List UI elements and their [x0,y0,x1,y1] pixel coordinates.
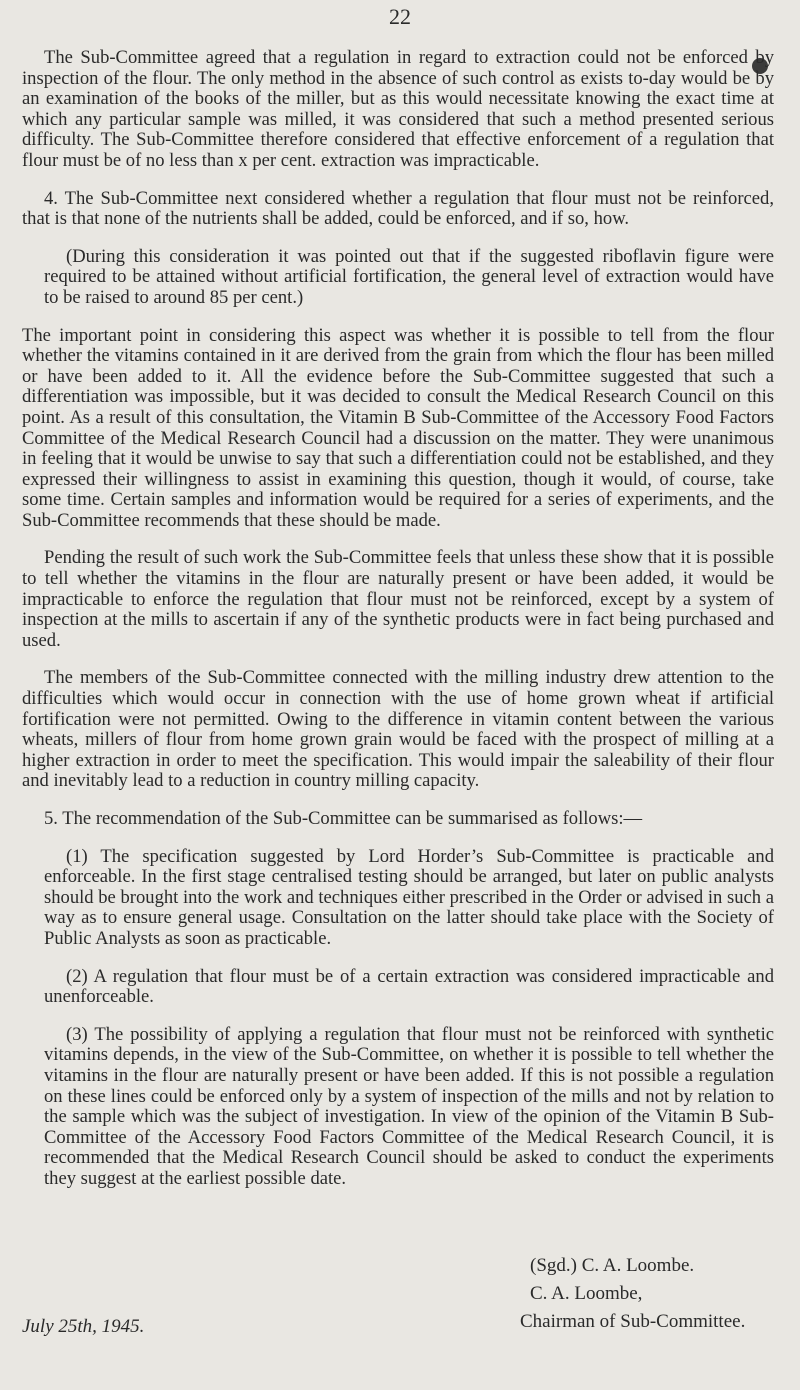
document-date: July 25th, 1945. [22,1316,145,1337]
paragraph-vitamin-differentiation: The important point in considering this aspect was whether it is possible to tell from the flour whether the vitamins contained in it are derived from the grain from which the flour has been milled or have been added to it. All the evidence before the Sub-Committee suggested that such a differentiation was impossible, but it was decided to consult the Medical Research Council on this point. As a result of this consultation, the Vitamin B Sub-Committee of the Accessory Food Factors Committee of the Medical Research Council had a discussion on the matter. They were unanimous in feeling that it would be unwise to say that such a differentiation could not be established, and they expressed their willingness to assist in examining this question, though it would, of course, take some time. Certain samples and information would be required for a series of experiments, and the Sub-Committee recommends that these should be made. [22,324,774,531]
page-number: 22 [389,4,411,29]
paragraph-4-reinforcement: 4. The Sub-Committee next considered whether a regulation that flour must not be reinforced, that is that none of the nutrients shall be added, could be enforced, and if so, how. [22,187,774,230]
signature-signed: (Sgd.) C. A. Loombe. [530,1255,695,1276]
paragraph-pending-result: Pending the result of such work the Sub-Committee feels that unless these show that it is possible to tell whether the vitamins in the flour are naturally present or have been added, it would be impracticable to enforce the regulation that flour must not be reinforced, except by a system of inspection at the mills to ascertain if any of the synthetic products were in fact being purchased and used. [22,547,774,651]
recommendation-3: (3) The possibility of applying a regulation that flour must not be reinforced with synthetic vitamins depends, in the view of the Sub-Committee, on whether it is possible to tell whether the vitamins in the flour are naturally present or have been added. If this is not possible a regulation on these lines could be enforced only by a system of inspection of the mills and not by relation to the sample which was the subject of investigation. In view of the opinion of the Vitamin B Sub-Committee of the Accessory Food Factors Committee of the Medical Research Council, it is recommended that the Medical Research Council should be asked to conduct the experiments they suggest at the earliest possible date. [44,1023,774,1189]
signature-name: C. A. Loombe, [530,1283,643,1304]
paragraph-milling-industry: The members of the Sub-Committee connected with the milling industry drew attention to the difficulties which would occur in connection with the use of home grown wheat if artificial fortification were not permitted. Owing to the difference in vitamin content between the various wheats, millers of flour from home grown grain would be faced with the prospect of milling at a higher extraction in order to meet the specification. This would impair the saleability of their flour and inevitably lead to a reduction in country milling capacity. [22,667,774,792]
document-body [22,48,774,1207]
paragraph-riboflavin-note: (During this consideration it was pointed out that if the suggested riboflavin figure were required to be attained without artificial fortification, the general level of extraction would have to be raised to around 85 per cent.) [44,245,774,308]
recommendation-2: (2) A regulation that flour must be of a certain extraction was considered impracticable and unenforceable. [44,965,774,1008]
recommendation-1: (1) The specification suggested by Lord Horder’s Sub-Committee is practicable and enforceable. In the first stage centralised testing should be arranged, but later on public analysts should be brought into the work and techniques either prescribed in the Order or advised in such a way as to ensure general usage. Consultation on the latter should take place with the Society of Public Analysts as soon as practicable. [44,845,774,949]
signature-block [520,1252,770,1336]
paragraph-5-summary: 5. The recommendation of the Sub-Committee can be summarised as follows:— [44,808,643,829]
signature-title: Chairman of Sub-Committee. [520,1311,746,1332]
paragraph-extraction-enforcement: The Sub-Committee agreed that a regulation in regard to extraction could not be enforced by inspection of the flour. The only method in the absence of such control as exists to-day would be by an examination of the books of the miller, but as this would necessitate knowing the exact time at which any particular sample was milled, it was considered that such a method presented serious difficulty. The Sub-Committee therefore considered that effective enforcement of a regulation that flour must be of no less than x per cent. extraction was impracticable. [22,47,774,171]
